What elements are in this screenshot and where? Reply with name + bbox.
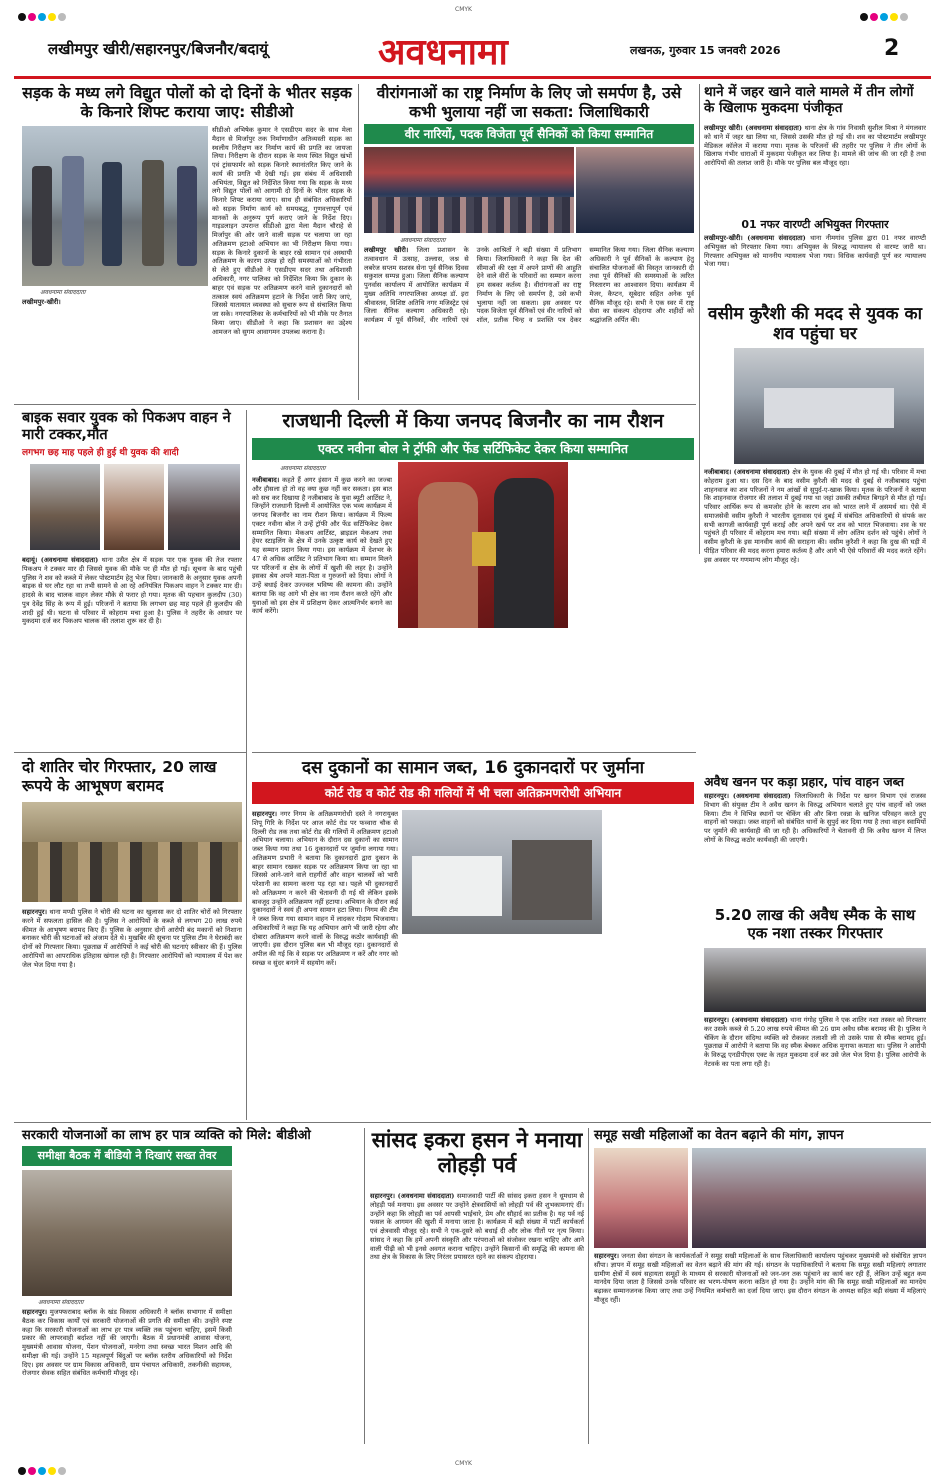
memorandum-photo (692, 1148, 926, 1248)
body-text: मुजफ्फराबाद ब्लॉक के खंड विकास अधिकारी ने ब्लॉक सभागार में समीक्षा बैठक कर विकास कार्यों एवं सरकारी योजनाओं की प्रगति की समीक्षा की। उन्होंने स्पष्ट कहा कि सरकारी योजनाओं का लाभ हर पात्र व्यक्ति तक पहुंचना चाहिए, इसमें किसी प्रकार की लापरवाही बर्दाश्त नहीं की जाएगी। बैठक में प्रधानमंत्री आवास योजना, मुख्यमंत्री आवास योजना, पेंशन योजनाओं, मनरेगा तथा स्वच्छ भारत मिशन आदि की समीक्षा की गई। उन्होंने 15 महत्वपूर्ण बिंदुओं पर ब्लॉक स्तरीय अधिकारियों को निर्देश दिए। इस अवसर पर ग्राम विकास अधिकारी, ग्राम पंचायत अधिकारी, तकनीकी सहायक, रोजगार सेवक सहित संबंधित कर्मचारी मौजूद रहे। (22, 1308, 232, 1378)
article-veterans (364, 84, 694, 400)
article-body-repatriation (704, 304, 926, 770)
article-bijnor-delhi (252, 410, 694, 750)
dateline-text: नजीबाबाद। (252, 476, 280, 484)
dateline-text: लखीमपुर खीरी। (अवधनामा संवाददाता) (704, 124, 803, 132)
subhead-bar: समीक्षा बैठक में बीडियो ने दिखाएं सख्त तेवर (22, 1146, 232, 1166)
article-body (704, 1016, 926, 1096)
meeting-photo (22, 1170, 232, 1296)
edition-title: लखीमपुर खीरी/सहारनपुर/बिजनौर/बदायूं (48, 40, 268, 58)
article-body (212, 126, 352, 400)
top-cmyk-mark: CMYK (455, 6, 472, 13)
body-text: जनता सेवा संगठन के कार्यकर्ताओं ने समूह सखी महिलाओं के साथ जिलाधिकारी कार्यालय पहुंचकर मुख्यमंत्री को संबोधित ज्ञापन सौंपा। ज्ञापन में समूह सखी महिलाओं का वेतन बढ़ाने की मांग की गई। संगठन के पदाधिकारियों ने बताया कि समूह सखी महिलाएं लगातार ग्रामीण क्षेत्रों में स्वयं सहायता समूहों के माध्यम से सरकारी योजनाओं को जन-जन तक पहुंचाने का कार्य कर रही हैं, लेकिन उन्हें बहुत कम मानदेय दिया जाता है जिससे उनके परिवार का भरण-पोषण करना कठिन हो गया है। उन्होंने मांग की कि समूह सखी महिलाओं का मानदेय बढ़ाकर सम्मानजनक किया जाए तथा उन्हें नियमित कर्मचारी का दर्जा दिया जाए। इस दौरान संगठन के अध्यक्ष सहित बड़ी संख्या में महिलाएं मौजूद रहीं। (594, 1252, 926, 1304)
news-photo (22, 126, 208, 286)
newspaper-logo (378, 26, 566, 73)
row-divider (14, 1122, 931, 1123)
photo-caption: अवधनामा संवाददाता (280, 465, 326, 472)
headline: समूह सखी महिलाओं का वेतन बढ़ाने की मांग, ज्ञापन (594, 1128, 844, 1143)
dateline-text: लखीमपुर-खीरी। (22, 298, 61, 306)
award-photo (398, 462, 568, 628)
headline: दो शातिर चोर गिरफ्तार, 20 लाख रूपये के आभूषण बरामद (22, 758, 217, 795)
body-text: नगर निगम के अतिक्रमणरोधी दस्ते ने नगरायुक्त शिपू गिरि के निर्देश पर आज कोर्ट रोड पर फव्वारा चौक से दिल्ली रोड तक तथा कोर्ट रोड की गलियों में अतिक्रमण हटाओ अभियान चलाया। अभियान के दौरान दस दुकानों का सामान जब्त किया गया तथा 16 दुकानदारों पर जुर्माना लगाया गया। अतिक्रमण प्रभारी ने बताया कि दुकानदारों द्वारा दुकान के बाहर सामान रखकर सड़क पर अतिक्रमण किया जा रहा था जिससे आने-जाने वाले राहगीरों और वाहन चालकों को भारी परेशानी का सामना करना पड़ रहा था। पहले भी दुकानदारों को अतिक्रमण न करने की चेतावनी दी गई थी लेकिन इसके बावजूद उन्होंने अतिक्रमण नहीं हटाया। अभियान के दौरान कई दुकानदारों ने स्वयं ही अपना सामान हटा लिया। निगम की टीम ने जब्त किया गया सामान वाहन में लादकर गोदाम भिजवाया। अधिकारियों ने कहा कि यह अभियान आगे भी जारी रहेगा और दोबारा अतिक्रमण करने वालों के विरुद्ध कठोर कार्यवाही की जाएगी। इस दौरान पुलिस बल भी मौजूद रहा। दुकानदारों से अपील की गई कि वे सड़क पर अतिक्रमण न करें और नगर को स्वच्छ व सुंदर बनाने में सहयोग करें। (252, 810, 398, 968)
article-body (594, 1252, 926, 1446)
body-text: थाना गंगोह पुलिस ने एक शातिर नशा तस्कर को गिरफ्तार कर उसके कब्जे से 5.20 लाख रुपये कीमत की 26 ग्राम अवैध स्मैक बरामद की है। पुलिस ने चेकिंग के दौरान संदिग्ध व्यक्ति को रोककर तलाशी ली तो उसके पास से स्मैक बरामद हुई। पूछताछ में आरोपी ने बताया कि वह स्मैक बेचकर अधिक मुनाफा कमाता था। पुलिस ने आरोपी के विरुद्ध एनडीपीएस एक्ट के तहत मुकदमा दर्ज कर उसे जेल भेज दिया है। पुलिस आरोपी के नेटवर्क का पता लगा रही है। (704, 1016, 926, 1068)
photo-caption: अवधनामा संवाददाता (38, 1299, 84, 1306)
body-text: क्षेत्र के युवक की दुबई में मौत हो गई थी। परिवार में मचा कोहराम हुआ था। दस दिन के बाद वसीम कुरैशी की मदद से दुबई से नजीबाबाद पहुंचा शाहनवाज का शव परिजनों ने नम आंखों से सुपुर्द-ए-खाक किया। मृतक के परिजनों ने बताया कि शाहनवाज रोजगार की तलाश में दुबई गया था जहां उसकी तबीयत बिगड़ने से मौत हो गई। परिवार आर्थिक रूप से कमजोर होने के कारण शव को भारत लाने में असमर्थ था। ऐसे में समाजसेवी वसीम कुरैशी ने भारतीय दूतावास एवं दुबई में संबंधित अधिकारियों से संपर्क कर सभी कागजी कार्यवाही पूर्ण कराई और अपने खर्च पर शव को भारत भिजवाया। शव के घर पहुंचते ही परिवार में कोहराम मच गया। बड़ी संख्या में लोग अंतिम दर्शन को पहुंचे। लोगों ने वसीम कुरैशी के इस मानवीय कार्य की सराहना की। वसीम कुरैशी ने कहा कि दुख की घड़ी में पीड़ित परिवार की मदद करना हमारा कर्तव्य है और आगे भी ऐसे परिवारों की मदद करते रहेंगे। इस अवसर पर गणमान्य लोग मौजूद रहे। (704, 468, 926, 564)
dateline-text: सहारनपुर। (252, 810, 277, 818)
col-divider (246, 410, 247, 1120)
col-divider (358, 84, 359, 400)
row-divider (14, 752, 246, 753)
dateline-text: लखीमपुर खीरी। (364, 246, 409, 254)
headline: वसीम कुरैशी की मदद से युवक का शव पहुंचा घर (708, 304, 922, 345)
body-text: सीडीओ अभिषेक कुमार ने एसडीएम सदर के साथ मेला मैदान से मिर्जापुर तक निर्माणाधीन अतिव्यस्ती सड़क का स्थलीय निरीक्षण कर निर्माण कार्य की प्रगति का जायजा लिया। निरीक्षण के दौरान सड़क के मध्य स्थित विद्युत खंभों एवं ट्रांसफार्मर को सड़क किनारे स्थानांतरित किए जाने के कार्य की प्रगति भी देखी गई। इस संबंध में अधिशासी अभियंता, विद्युत को निर्देशित किया गया कि सड़क के मध्य लगे विद्युत पोलों को आगामी दो दिनों के भीतर सड़क के किनारे शिफ्ट कराया जाए। साथ ही संबंधित अधिकारियों को सड़क निर्माण कार्य को समयबद्ध, गुणवत्तापूर्ण एवं मानकों के अनुरूप पूर्ण कराए जाने के निर्देश दिए। गाइडलाइन उपरान्त सीडीओ द्वारा मेला मैदान चौराहे से मिर्जापुर की ओर जाने वाली सड़क पर चलाया जा रहा अतिक्रमण हटाओ अभियान का भी निरीक्षण किया गया। सड़क के किनारे दुकानों के बाहर रखे सामान एवं अस्थायी अतिक्रमण के कारण उत्पन्न हो रही समस्याओं को गंभीरता से लेते हुए सीडीओ ने एसडीएम सदर तथा अधिशासी अधिकारी, नगर पालिका को निर्देशित किया कि दुकान के बाहर एवं सड़क पर अतिक्रमण करने वाले दुकानदारों को तत्काल स्वयं अतिक्रमण हटाने के निर्देश जारी किए जाएं, जिससे यातायात व्यवस्था को सुचारु रूप से संचालित किया जा सके। नगरपालिका के कर्मचारियों को भी मौके पर तैनात किया जाए। सीडीओ ने कहा कि प्रशासन का उद्देश्य आमजन को सुगम आवागमन उपलब्ध कराना है। (212, 126, 352, 336)
dateline-text: सहारनपुर। (अवधनामा संवाददाता) (704, 1016, 788, 1024)
headline: सरकारी योजनाओं का लाभ हर पात्र व्यक्ति को मिले: बीडीओ (22, 1128, 311, 1143)
body-text: थाना उसैत क्षेत्र में सड़क पार एक युवक की तेज रफ्तार पिकअप ने टक्कर मार दी जिससे युवक की मौके पर ही मौत हो गई। सूचना के बाद पहुंची पुलिस ने शव को कब्जे में लेकर पोस्टमार्टम हेतु भेज दिया। जानकारी के अनुसार युवक अपनी बाइक से घर लौट रहा था तभी सामने से आ रहे अनियंत्रित पिकअप वाहन ने टक्कर मार दी। हादसे के बाद चालक वाहन लेकर मौके से फरार हो गया। मृतक की पहचान कुलदीप (30) पुत्र देवेंद्र सिंह के रूप में हुई। परिजनों ने बताया कि लगभग छह माह पहले ही कुलदीप की शादी हुई थी। घटना से परिवार में कोहराम मचा हुआ है। पुलिस ने तहरीर के आधार पर मुकदमा दर्ज कर पिकअप चालक की तलाश शुरू कर दी है। (22, 556, 242, 626)
article-thieves-arrest (22, 758, 242, 1118)
headline: बाइक सवार युवक को पिकअप वाहन ने मारी टक्कर,मौत (22, 410, 231, 444)
funeral-photo (734, 348, 924, 464)
headline: राजधानी दिल्ली में किया जनपद बिजनौर का नाम रौशन (282, 410, 664, 432)
article-body (704, 792, 926, 902)
article-encroachment (252, 758, 694, 1118)
article-body (364, 246, 694, 400)
body-text: जिलाधिकारी के निर्देश पर खनन विभाग एवं राजस्व विभाग की संयुक्त टीम ने अवैध खनन के विरुद्ध अभियान चलाते हुए पांच वाहनों को जब्त किया। टीम ने विभिन्न स्थानों पर चेकिंग की और बिना रवन्ना के खनिज परिवहन करते हुए वाहनों को पकड़ा। जब्त वाहनों को संबंधित थानों के सुपुर्द कर दिया गया है तथा वाहन स्वामियों पर जुर्माने की कार्यवाही की जा रही है। अधिकारियों ने चेतावनी दी कि अवैध खनन में लिप्त लोगों के विरुद्ध कठोर कार्यवाही की जाएगी। (704, 792, 926, 844)
women-group-photo (594, 1148, 688, 1248)
footer-cmyk-mark: CMYK (455, 1460, 472, 1467)
photo-caption: अवधनामा संवाददाता (40, 289, 86, 296)
row-divider (252, 752, 696, 753)
body-text: थाना नीमगांव पुलिस द्वारा 01 नफर वारण्टी अभियुक्त को गिरफ्तार किया गया। अभियुक्त के विरुद्ध न्यायालय से वारण्ट जारी था। गिरफ्तार अभियुक्त को माननीय न्यायालय भेजा गया। विधिक कार्यवाही पूर्ण कर न्यायालय भेजा गया। (704, 234, 926, 269)
dateline-text: सहारनपुर। (अवधनामा संवाददाता) (370, 1192, 455, 1200)
subhead: लगभग छह माह पहले ही हुई थी युवक की शादी (22, 448, 179, 458)
article-illegal-mining (704, 774, 926, 902)
subhead-bar: एक्टर नवीना बोल ने ट्रॉफी और फेंड सर्टिफिकेट देकर किया सम्मानित (252, 438, 694, 460)
photo-caption: अवधनामा संवाददाता (400, 237, 446, 244)
article-body (704, 468, 926, 770)
body-text: कहते हैं अगर इंसान में कुछ करने का जज्बा और हौसला हो तो वह क्या कुछ नहीं कर सकता। इस बात को सच कर दिखाया है नजीबाबाद के युवा ब्यूटी आर्टिस्ट ने, जिन्होंने राजधानी दिल्ली में आयोजित एक भव्य कार्यक्रम में जनपद बिजनौर का नाम रौशन किया। कार्यक्रम में फिल्म एक्टर नवीना बोल ने उन्हें ट्रॉफी और फेंड सर्टिफिकेट देकर सम्मानित किया। मेकअप आर्टिस्ट, ब्राइडल मेकअप तथा हेयर स्टाइलिंग के क्षेत्र में उनके उत्कृष्ट कार्य को देखते हुए यह सम्मान प्रदान किया गया। इस कार्यक्रम में देशभर के 47 से अधिक आर्टिस्ट ने प्रतिभाग किया था। सम्मान मिलने पर परिजनों व क्षेत्र के लोगों में खुशी की लहर है। उन्होंने इसका श्रेय अपने माता-पिता व गुरुजनों को दिया। लोगों ने उन्हें बधाई देकर उज्ज्वल भविष्य की कामना की। उन्होंने बताया कि वह आगे भी क्षेत्र का नाम रौशन करते रहेंगे और युवाओं को इस क्षेत्र में प्रशिक्षण देकर आत्मनिर्भर बनाने का कार्य करेंगे। (252, 476, 392, 616)
article-road-poles (22, 84, 352, 400)
body-text: जिला प्रशासन के तत्वावधान में उत्साह, उल्लास, जश्न से लबरेज सप्तम सशस्त्र सेना पूर्व सैनिक दिवस सकुशल सम्पन्न हुआ। जिला सैनिक कल्याण पुनर्वास कार्यालय में आयोजित कार्यक्रम में मुख्य अतिथि नगरपालिका अध्यक्ष डॉ. इरा श्रीवास्तव, विशिष्ट अतिथि नगर मजिस्ट्रेट एवं जिला सैनिक कल्याण अधिकारी रहे। कार्यक्रम में पूर्व सैनिकों, वीर नारियों एवं उनके आश्रितों ने बड़ी संख्या में प्रतिभाग किया। जिलाधिकारी ने कहा कि देश की सीमाओं की रक्षा में अपने प्राणों की आहुति देने वाले वीरों के परिवारों का सम्मान करना हम सबका कर्तव्य है। वीरांगनाओं का राष्ट्र निर्माण के लिए जो समर्पण है, उसे कभी भुलाया नहीं जा सकता। इस अवसर पर पदक विजेता पूर्व सैनिकों एवं वीर नारियों को शॉल, प्रतीक चिन्ह व प्रशस्ति पत्र देकर सम्मानित किया गया। जिला सैनिक कल्याण अधिकारी ने पूर्व सैनिकों के कल्याण हेतु संचालित योजनाओं की विस्तृत जानकारी दी तथा पूर्व सैनिकों की समस्याओं के त्वरित निस्तारण का आश्वासन दिया। कार्यक्रम में मेजर, कैप्टन, सूबेदार सहित अनेक पूर्व सैनिक मौजूद रहे। सभी ने एक स्वर में राष्ट्र सेवा का संकल्प दोहराया और शहीदों को श्रद्धांजलि अर्पित की। (364, 246, 694, 325)
headline: वीरांगनाओं का राष्ट्र निर्माण के लिए जो समर्पण है, उसे कभी भुलाया नहीं जा सकता: जिलाधिकारी (376, 84, 682, 121)
col-divider (699, 84, 700, 554)
article-warrantee-arrest (704, 218, 926, 298)
article-pickup-accident (22, 410, 242, 748)
article-body (252, 476, 392, 750)
article-lohri (370, 1128, 584, 1444)
dateline-text: सहारनपुर। (अवधनामा संवाददाता) (704, 792, 791, 800)
logo-text: अवधनामा (378, 31, 508, 73)
dateline-text: लखीमपुर-खीरी। (अवधनामा संवाददाता) (704, 234, 806, 242)
headline: थाने में जहर खाने वाले मामले में तीन लोगों के खिलाफ मुकदमा पंजीकृत (704, 84, 914, 117)
subhead-bar: वीर नारियों, पदक विजेता पूर्व सैनिकों को किया सम्मानित (364, 124, 694, 144)
masthead (0, 22, 945, 74)
article-body (704, 124, 926, 214)
police-photo (22, 802, 242, 902)
ceremony-photo (576, 147, 694, 233)
body-text: थाना मण्डी पुलिस ने चोरी की घटना का खुलासा कर दो शातिर चोरों को गिरफ्तार करने में सफलता हासिल की है। पुलिस ने आरोपियों के कब्जे से लगभग 20 लाख रुपये कीमत के आभूषण बरामद किए हैं। पुलिस के अनुसार दोनों आरोपी बंद मकानों को निशाना बनाकर चोरी की घटनाओं को अंजाम देते थे। मुखबिर की सूचना पर पुलिस टीम ने घेराबंदी कर दोनों को गिरफ्तार किया। पूछताछ में आरोपियों ने कई चोरी की घटनाएं स्वीकार की हैं। पुलिस आरोपियों का आपराधिक इतिहास खंगाल रही है। गिरफ्तार आरोपियों को न्यायालय में पेश कर जेल भेज दिया गया है। (22, 908, 242, 969)
col-divider (588, 1128, 589, 1444)
article-body (252, 810, 398, 1118)
dateline: लखनऊ, गुरुवार 15 जनवरी 2026 (630, 44, 781, 57)
victim-photo-3 (168, 464, 240, 550)
article-body-lead (22, 298, 208, 400)
victim-photo-2 (104, 464, 164, 550)
dateline-text: बदायूं। (अवधनामा संवाददाता) (22, 556, 99, 564)
subhead-bar: कोर्ट रोड व कोर्ट रोड की गलियों में भी चला अतिक्रमणरोधी अभियान (252, 782, 694, 804)
article-poison-case (704, 84, 926, 214)
article-body (22, 556, 242, 748)
dateline-text: नजीबाबाद। (अवधनामा संवाददाता) (704, 468, 791, 476)
masthead-rule (14, 76, 931, 79)
headline: सड़क के मध्य लगे विद्युत पोलों को दो दिनों के भीतर सड़क के किनारे शिफ्ट कराया जाए: सीडीओ (22, 84, 352, 121)
headline: 5.20 लाख की अवैध स्मैक के साथ एक नशा तस्कर गिरफ्तार (714, 906, 916, 942)
article-body (370, 1192, 584, 1444)
headline: 01 नफर वारण्टी अभियुक्त गिरफ्तार (741, 218, 889, 231)
footer-color-dots (18, 1460, 68, 1479)
dateline-text: सहारनपुर। (22, 1308, 47, 1316)
dateline-text: सहारनपुर। (22, 908, 47, 916)
article-body (22, 908, 242, 1118)
body-text: समाजवादी पार्टी की सांसद इकरा हसन ने धूमधाम से लोहड़ी पर्व मनाया। इस अवसर पर उन्होंने क्षेत्रवासियों को लोहड़ी पर्व की शुभकामनाएं दीं। उन्होंने कहा कि लोहड़ी का पर्व आपसी भाईचारे, प्रेम और सौहार्द का प्रतीक है। यह पर्व नई फसल के आगमन की खुशी में मनाया जाता है। कार्यक्रम में बड़ी संख्या में पार्टी कार्यकर्ता एवं क्षेत्रवासी मौजूद रहे। सभी ने एक-दूसरे को बधाई दी और लोक गीतों पर नृत्य किया। सांसद ने कहा कि हमें अपनी संस्कृति और परंपराओं को संजोकर रखना चाहिए और आने वाली पीढ़ी को भी इनसे अवगत कराना चाहिए। उन्होंने किसानों की समृद्धि की कामना की तथा क्षेत्र के विकास के लिए निरंतर प्रयासरत रहने का संकल्प दोहराया। (370, 1192, 584, 1262)
victim-photo (30, 464, 100, 550)
headline: अवैध खनन पर कड़ा प्रहार, पांच वाहन जब्त (704, 774, 905, 789)
row-divider (14, 404, 696, 405)
body-text: थाना क्षेत्र के गांव निवासी सुशील मिश्रा ने मंगलवार को थाने में जहर खा लिया था, जिससे उसकी मौत हो गई थी। शव का पोस्टमार्टम लखीमपुर मेडिकल कॉलेज में कराया गया। मृतक के परिजनों की तहरीर पर पुलिस ने तीन लोगों के खिलाफ गंभीर धाराओं में मुकदमा पंजीकृत कर लिया है। मामले की जांच की जा रही है तथा आरोपियों की तलाश जारी है। मौके पर पुलिस बल मौजूद रहा। (704, 124, 926, 168)
accused-photo (704, 948, 926, 1012)
article-smack-arrest (704, 906, 926, 1096)
page-number: 2 (884, 36, 900, 61)
article-body (22, 1308, 232, 1448)
article-samooh-sakhi (594, 1128, 926, 1446)
article-bdo-review (22, 1128, 358, 1448)
article-body (704, 234, 926, 296)
headline: दस दुकानों का सामान जब्त, 16 दुकानदारों पर जुर्माना (301, 758, 645, 778)
event-photo (364, 147, 574, 233)
headline: सांसद इकरा हसन ने मनाया लोहड़ी पर्व (371, 1128, 583, 1178)
dateline-text: सहारनपुर। (594, 1252, 619, 1260)
col-divider (364, 1128, 365, 1444)
street-photo (402, 810, 602, 934)
